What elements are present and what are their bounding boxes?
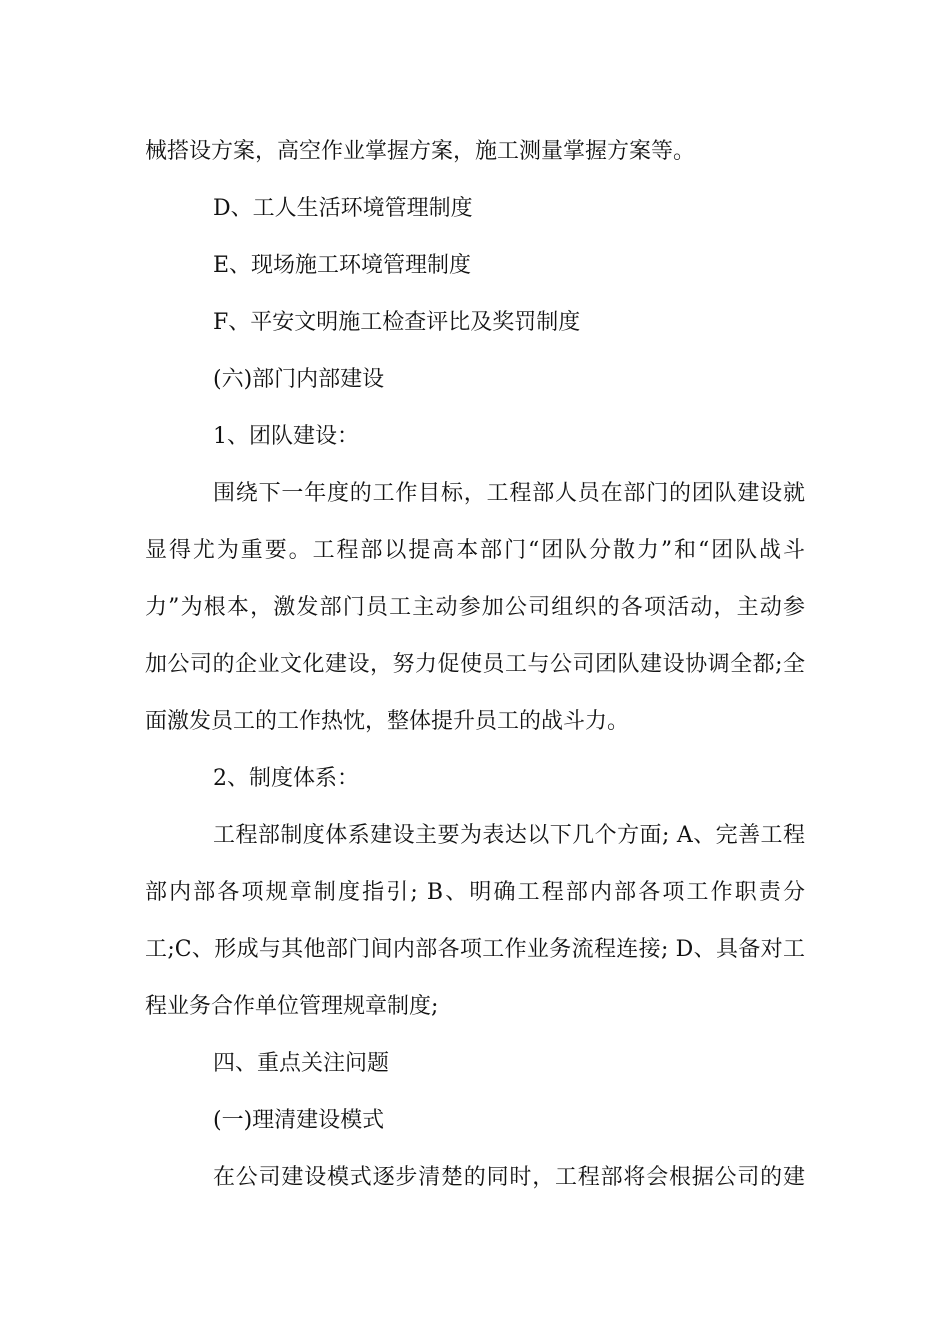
paragraph-line: 力”为根本，激发部门员工主动参加公司组织的各项活动，主动参 [145,595,805,620]
paragraph-line: 在公司建设模式逐步清楚的同时，工程部将会根据公司的建 [213,1165,805,1190]
document-body [145,0,805,1344]
subheading-1: (一)理清建设模式 [213,1108,385,1133]
list-item-f: F、平安文明施工检查评比及奖罚制度 [213,310,581,335]
paragraph-line: 工程部制度体系建设主要为表达以下几个方面; A、完善工程 [213,823,805,848]
paragraph-line: 工;C、形成与其他部门间内部各项工作业务流程连接; D、具备对工 [145,937,805,962]
paragraph-line: 加公司的企业文化建设，努力促使员工与公司团队建设协调全都;全 [145,652,805,677]
paragraph-line: 面激发员工的工作热忱，整体提升员工的战斗力。 [145,709,630,734]
paragraph-line: 程业务合作单位管理规章制度; [145,994,439,1019]
list-item-e: E、现场施工环境管理制度 [213,253,472,278]
section-heading-6: (六)部门内部建设 [213,367,385,392]
paragraph-line: 部内部各项规章制度指引; B、明确工程部内部各项工作职责分 [145,880,805,905]
paragraph-line: 械搭设方案，高空作业掌握方案，施工测量掌握方案等。 [145,139,696,164]
list-item-d: D、工人生活环境管理制度 [213,196,473,221]
paragraph-line: 显得尤为重要。工程部以提高本部门“团队分散力”和“团队战斗 [145,538,805,563]
section-heading-4: 四、重点关注问题 [213,1051,390,1076]
subheading-team-building: 1、团队建设： [213,424,359,449]
paragraph-line: 围绕下一年度的工作目标，工程部人员在部门的团队建设就 [213,481,805,506]
subheading-system: 2、制度体系： [213,766,359,791]
